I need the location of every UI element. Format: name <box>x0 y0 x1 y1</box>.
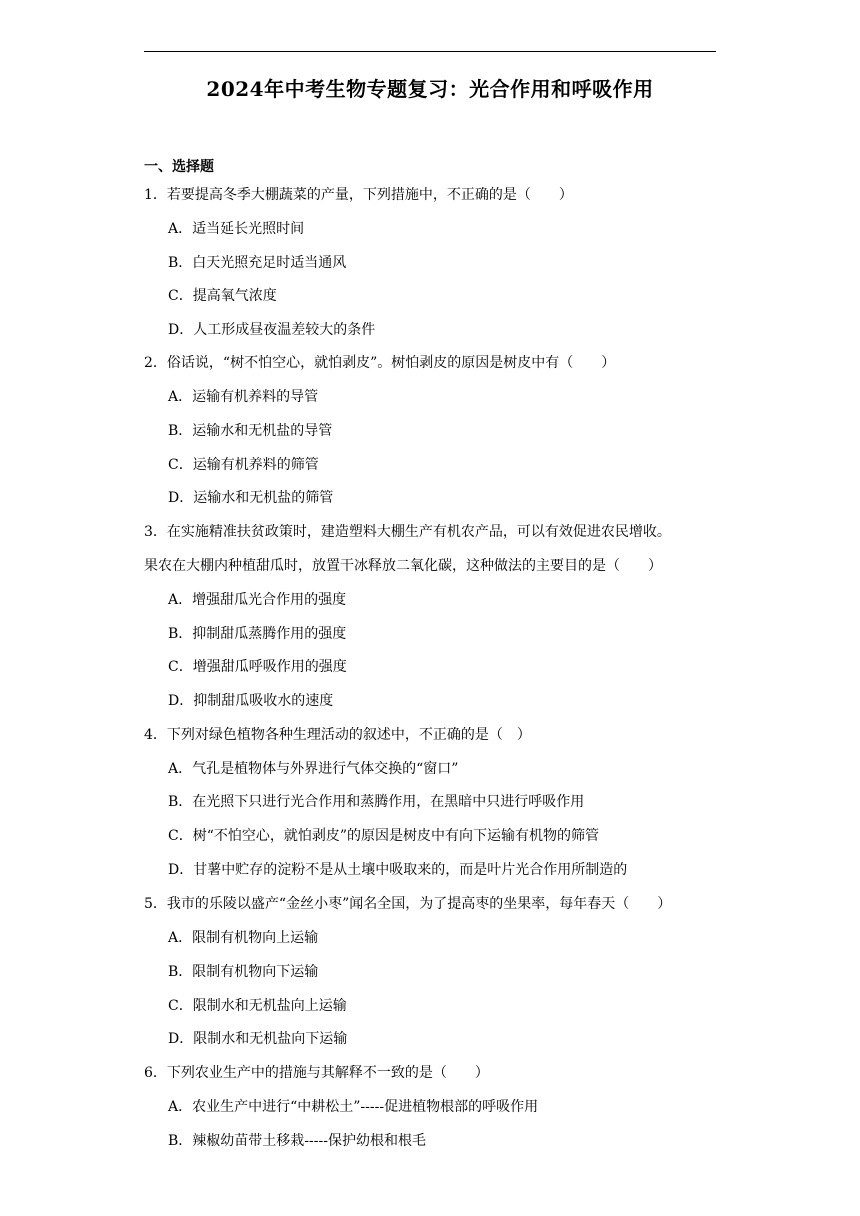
question-2-option-c: C．运输有机养料的筛管 <box>168 457 319 473</box>
question-1-stem: 1．若要提高冬季大棚蔬菜的产量，下列措施中，不正确的是（ ） <box>144 187 573 203</box>
question-1-option-a: A．适当延长光照时间 <box>168 221 305 237</box>
question-4-option-d: D．甘薯中贮存的淀粉不是从土壤中吸取来的，而是叶片光合作用所制造的 <box>168 862 628 878</box>
question-5-stem: 5．我市的乐陵以盛产“金丝小枣”闻名全国，为了提高枣的坐果率，每年春天（ ） <box>144 896 672 912</box>
question-3-stem-line-2: 果农在大棚内种植甜瓜时，放置干冰释放二氧化碳，这种做法的主要目的是（ ） <box>144 558 662 574</box>
question-3-option-b: B．抑制甜瓜蒸腾作用的强度 <box>168 626 347 642</box>
question-2-option-a: A．运输有机养料的导管 <box>168 389 319 405</box>
document-title: 2024年中考生物专题复习：光合作用和呼吸作用 <box>206 77 654 101</box>
question-3-option-c: C．增强甜瓜呼吸作用的强度 <box>168 659 347 675</box>
header-rule <box>144 51 716 52</box>
question-3-option-a: A．增强甜瓜光合作用的强度 <box>168 592 347 608</box>
question-2-option-b: B．运输水和无机盐的导管 <box>168 423 333 439</box>
question-6-option-b: B．辣椒幼苗带土移栽-----保护幼根和根毛 <box>168 1133 426 1149</box>
question-5-option-c: C．限制水和无机盐向上运输 <box>168 998 347 1014</box>
question-5-option-a: A．限制有机物向上运输 <box>168 930 319 946</box>
question-4-option-b: B．在光照下只进行光合作用和蒸腾作用，在黑暗中只进行呼吸作用 <box>168 794 585 810</box>
question-4-option-a: A．气孔是植物体与外界进行气体交换的“窗口” <box>168 761 459 777</box>
question-4-stem: 4．下列对绿色植物各种生理活动的叙述中，不正确的是（ ） <box>144 727 531 743</box>
question-6-stem: 6．下列农业生产中的措施与其解释不一致的是（ ） <box>144 1065 489 1081</box>
question-2-option-d: D．运输水和无机盐的筛管 <box>168 490 334 506</box>
section-heading: 一、选择题 <box>144 159 214 175</box>
question-4-option-c: C．树“不怕空心，就怕剥皮”的原因是树皮中有向下运输有机物的筛管 <box>168 828 600 844</box>
question-1-option-b: B．白天光照充足时适当通风 <box>168 255 347 271</box>
question-5-option-d: D．限制水和无机盐向下运输 <box>168 1031 348 1047</box>
question-3-stem-line-1: 3．在实施精准扶贫政策时，建造塑料大棚生产有机农产品，可以有效促进农民增收。 <box>144 524 671 540</box>
question-1-option-c: C．提高氧气浓度 <box>168 288 277 304</box>
question-1-option-d: D．人工形成昼夜温差较大的条件 <box>168 322 376 338</box>
question-2-stem: 2．俗话说，“树不怕空心，就怕剥皮”。树怕剥皮的原因是树皮中有（ ） <box>144 355 616 371</box>
question-3-option-d: D．抑制甜瓜吸收水的速度 <box>168 693 334 709</box>
question-5-option-b: B．限制有机物向下运输 <box>168 964 319 980</box>
question-6-option-a: A．农业生产中进行“中耕松土”-----促进植物根部的呼吸作用 <box>168 1099 539 1115</box>
